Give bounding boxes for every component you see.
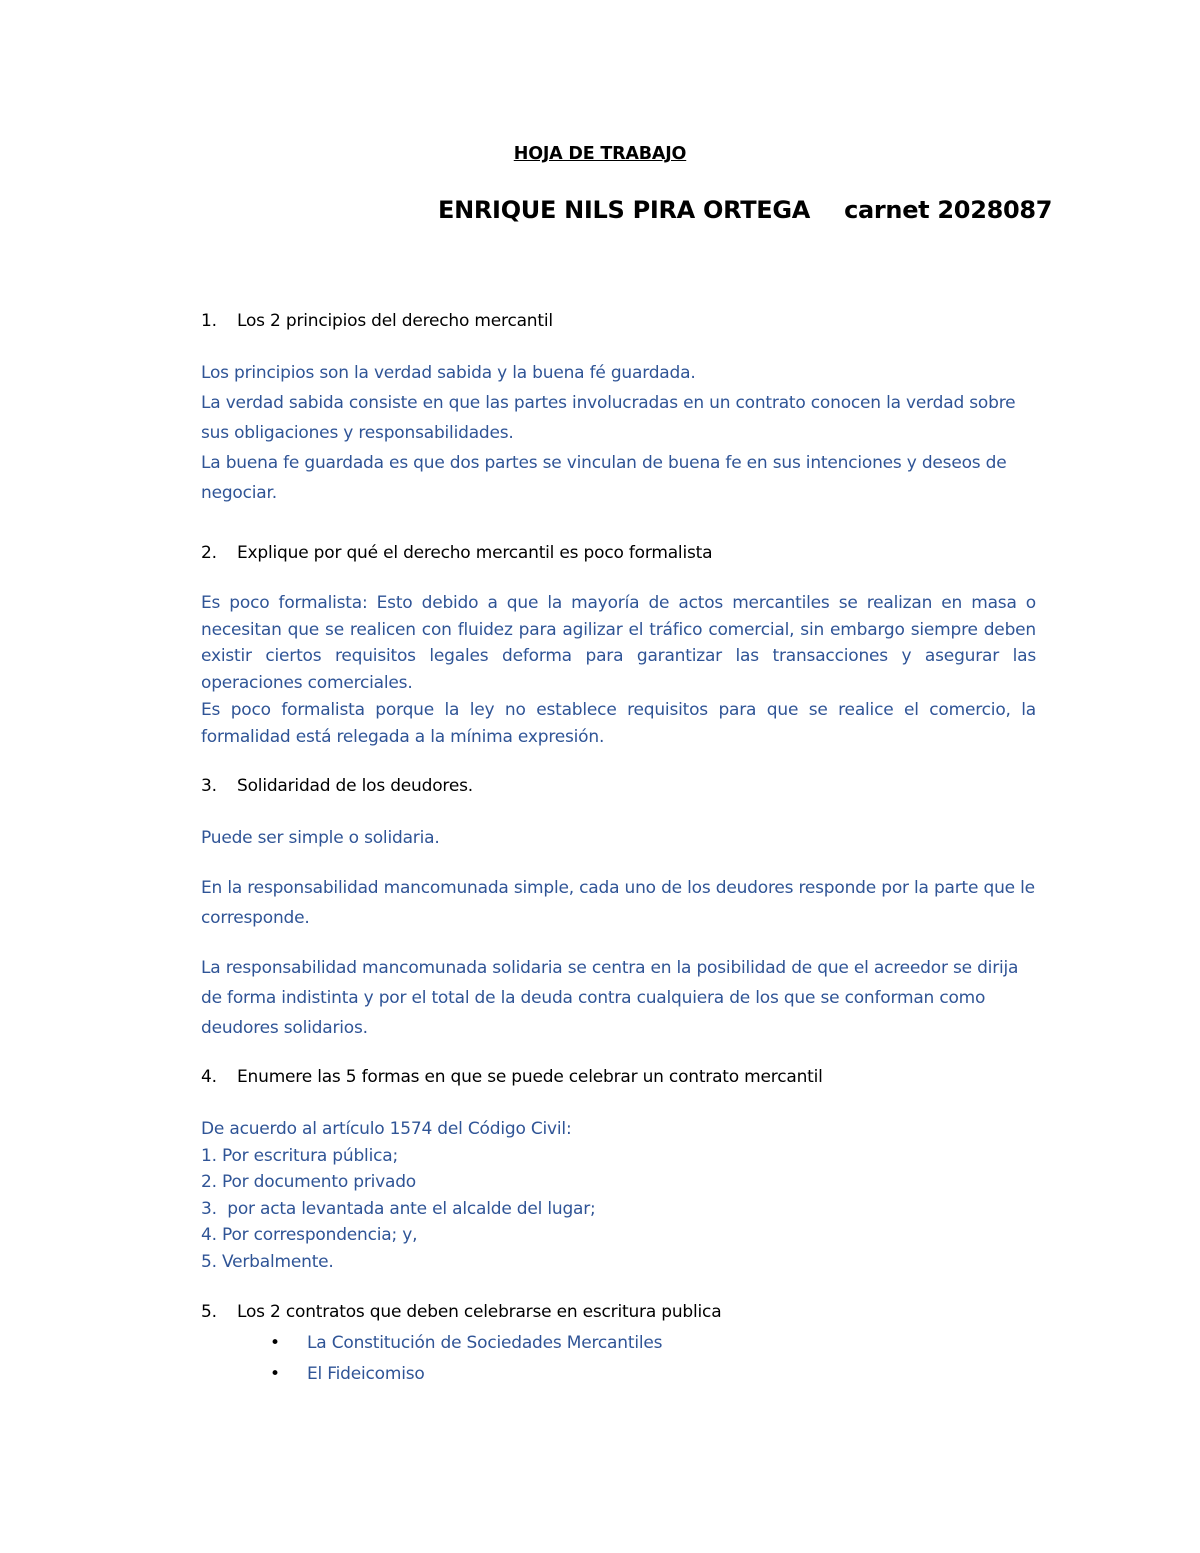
answer-paragraph: En la responsabilidad mancomunada simple, cada uno de los deudores responde por la parte que le corresponde. [201, 878, 1035, 928]
bullet-text: El Fideicomiso [307, 1364, 425, 1384]
answer-5-bullet-list [270, 1328, 662, 1390]
question-text: Enumere las 5 formas en que se puede celebrar un contrato mercantil [237, 1067, 823, 1087]
question-number: 2. [201, 543, 217, 563]
answer-3-simple [201, 873, 1036, 933]
question-text: Solidaridad de los deudores. [237, 776, 473, 796]
answer-2 [201, 590, 1036, 750]
student-carnet: carnet 2028087 [844, 196, 1053, 224]
answer-4 [201, 1116, 1036, 1276]
question-number: 1. [201, 311, 217, 331]
answer-paragraph: Puede ser simple o solidaria. [201, 828, 440, 848]
answer-1 [201, 358, 1036, 508]
bullet-icon: • [270, 1333, 280, 1353]
bullet-text: La Constitución de Sociedades Mercantiles [307, 1333, 663, 1353]
question-1 [201, 311, 553, 331]
question-4 [201, 1067, 823, 1087]
list-item: 3. por acta levantada ante el alcalde del lugar; [201, 1198, 596, 1219]
answer-paragraph: La responsabilidad mancomunada solidaria se centra en la posibilidad de que el acreedor se dirija de forma indistinta y por el total de la deuda contra cualquiera de los que se conforman como deudores solidarios. [201, 958, 1019, 1038]
list-item: 1. Por escritura pública; [201, 1145, 398, 1166]
question-text: Los 2 contratos que deben celebrarse en escritura publica [237, 1302, 722, 1322]
student-info [438, 196, 1052, 224]
question-number: 3. [201, 776, 217, 796]
bullet-icon: • [270, 1364, 280, 1384]
answer-paragraph: La verdad sabida consiste en que las partes involucradas en un contrato conocen la verdad sobre sus obligaciones y responsabilidades. [201, 393, 1016, 443]
list-item: 2. Por documento privado [201, 1172, 417, 1193]
answer-paragraph: La buena fe guardada es que dos partes se vinculan de buena fe en sus intenciones y deseos de negociar. [201, 453, 1007, 503]
bullet-item [270, 1328, 662, 1359]
answer-paragraph: Los principios son la verdad sabida y la buena fé guardada. [201, 363, 696, 383]
question-2 [201, 543, 712, 563]
student-name: ENRIQUE NILS PIRA ORTEGA [438, 196, 811, 224]
question-number: 5. [201, 1302, 217, 1322]
answer-paragraph: Es poco formalista: Esto debido a que la mayoría de actos mercantiles se realizan en masa o necesitan que se realicen con fluidez para agilizar el tráfico comercial, sin embargo siempre deben existir ciertos requisitos legales deforma para garantizar las transacciones y asegurar las operaciones comerciales. [201, 593, 1036, 694]
question-3 [201, 776, 473, 796]
question-5 [201, 1302, 721, 1322]
document-title: HOJA DE TRABAJO [513, 144, 687, 164]
answer-paragraph: Es poco formalista porque la ley no establece requisitos para que se realice el comercio, la formalidad está relegada a la mínima expresión. [201, 699, 1036, 747]
list-item: 5. Verbalmente. [201, 1251, 334, 1272]
question-text: Explique por qué el derecho mercantil es poco formalista [237, 543, 713, 563]
answer-3-solidaria [201, 953, 1036, 1043]
list-item: 4. Por correspondencia; y, [201, 1225, 418, 1246]
bullet-item [270, 1359, 662, 1390]
answer-intro: De acuerdo al artículo 1574 del Código Civil: [201, 1119, 572, 1139]
question-number: 4. [201, 1067, 217, 1087]
question-text: Los 2 principios del derecho mercantil [237, 311, 553, 331]
answer-3 [201, 823, 1036, 853]
